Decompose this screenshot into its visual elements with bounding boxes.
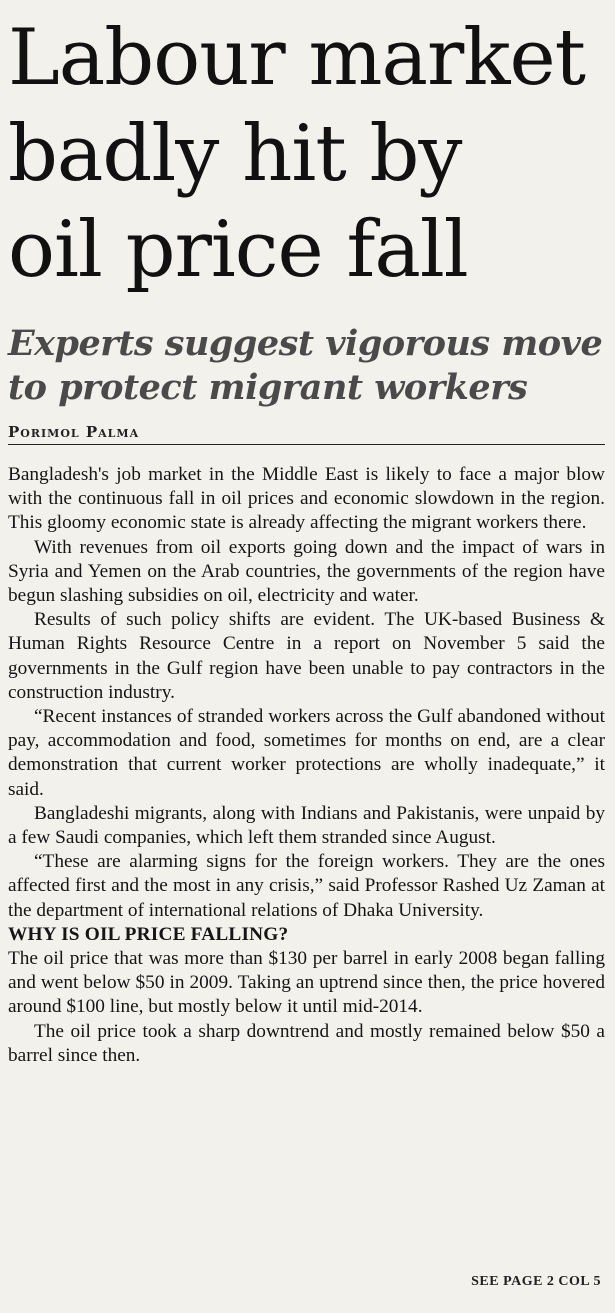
paragraph-6: “These are alarming signs for the foreign workers. They are the ones affected first and the most in any crisis,” said Professor Rashed Uz Zaman at the department of international relations of Dhaka University. (8, 851, 605, 921)
article-body (8, 463, 605, 1068)
subheadline-line-2: to protect migrant workers (8, 367, 528, 408)
headline-line-3: oil price fall (8, 205, 468, 295)
headline-line-2: badly hit by (8, 109, 462, 199)
paragraph-8: The oil price took a sharp downtrend and mostly remained below $50 a barrel since then. (8, 1020, 605, 1066)
subsection-heading: WHY IS OIL PRICE FALLING? (8, 923, 289, 945)
paragraph-4: “Recent instances of stranded workers across the Gulf abandoned without pay, accommodation and food, sometimes for months on end, are a clear demonstration that current worker protections are wholly inadequate,” it said. (8, 706, 605, 800)
paragraph-5: Bangladeshi migrants, along with Indians and Pakistanis, were unpaid by a few Saudi companies, which left them stranded since August. (8, 802, 605, 849)
paragraph-2: With revenues from oil exports going down and the impact of wars in Syria and Yemen on the Arab countries, the governments of the region have begun slashing subsidies on oil, electricity and water. (8, 536, 605, 607)
subheadline-line-1: Experts suggest vigorous move (8, 323, 603, 364)
headline-line-1: Labour market (8, 13, 586, 103)
paragraph-7: The oil price that was more than $130 per barrel in early 2008 began falling and went below $50 in 2009. Taking an uptrend since then, the price hovered around $100 line, but mostly below it until mid-2014. (8, 948, 605, 1018)
paragraph-3: Results of such policy shifts are evident. The UK-based Business & Human Rights Resource Centre in a report on November 5 said the governments in the Gulf region have been unable to pay contractors in the construction industry. (8, 609, 605, 703)
byline: Porimol Palma (8, 423, 140, 441)
subheadline (8, 322, 605, 410)
continuation-note: SEE PAGE 2 COL 5 (471, 1274, 601, 1289)
headline (8, 0, 605, 298)
byline-rule (8, 422, 605, 445)
paragraph-1: Bangladesh's job market in the Middle East is likely to face a major blow with the continuous fall in oil prices and economic slowdown in the region. This gloomy economic state is already affecting the migrant workers there. (8, 464, 605, 534)
